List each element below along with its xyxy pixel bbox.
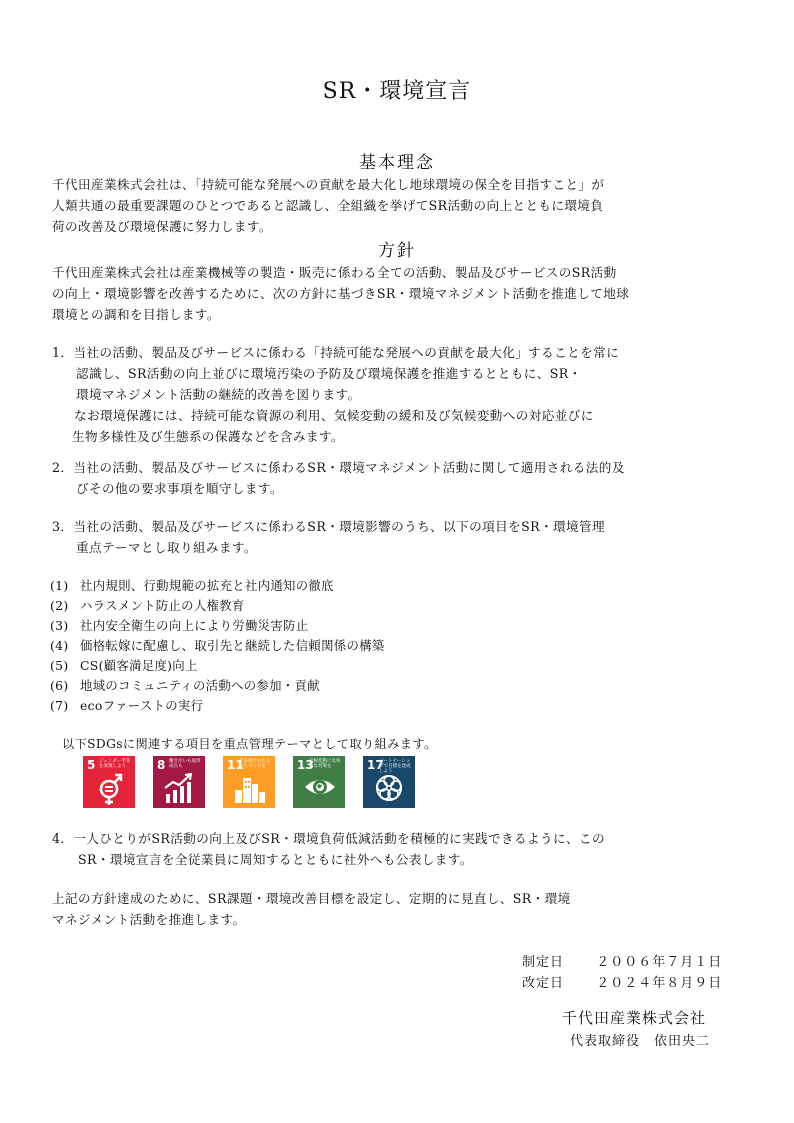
company-name: 千代田産業株式会社 bbox=[562, 1009, 707, 1027]
policy-item-line: 認識し、SR活動の向上並びに環境汚染の予防及び環境保護を推進するとともに、SR・ bbox=[76, 366, 582, 381]
sustainable-city-icon bbox=[233, 772, 267, 804]
sdg-label: ジェンダー平等を実現しよう bbox=[99, 759, 131, 769]
policy-item-line: なお環境保護には、持続可能な資源の利用、気候変動の緩和及び気候変動への対応並びに bbox=[74, 408, 594, 423]
sdg-label: 働きがいも経済成長も bbox=[169, 759, 201, 769]
page-title: SR・環境宣言 bbox=[322, 79, 472, 104]
representative-name: 代表取締役 依田央二 bbox=[570, 1034, 711, 1049]
sdg-goal-13-tile bbox=[293, 756, 345, 808]
theme-list bbox=[50, 576, 385, 716]
sdg-goal-17-tile bbox=[363, 756, 415, 808]
sdg-label: 気候変動に具体的な対策を bbox=[309, 759, 341, 769]
closing-statement bbox=[52, 888, 571, 930]
policy-item-2 bbox=[52, 457, 625, 499]
policy-item-line: 1．当社の活動、製品及びサービスに係わる「持続可能な発展への貢献を最大化」することを常に bbox=[52, 345, 620, 360]
philosophy-text bbox=[52, 174, 604, 237]
sdg-label: 住み続けられるまちづくりを bbox=[239, 759, 271, 769]
established-value: ２００６年７月１日 bbox=[596, 955, 723, 970]
sdg-number: 5 bbox=[87, 758, 96, 772]
sdg-number: 13 bbox=[297, 758, 314, 772]
sdg-number: 8 bbox=[157, 758, 166, 772]
policy-item-line: 4．一人ひとりがSR活動の向上及びSR・環境負荷低減活動を積極的に実践できるように、この bbox=[52, 831, 605, 846]
established-label: 制定日 bbox=[522, 955, 565, 970]
closing-line: マネジメント活動を推進します。 bbox=[52, 912, 246, 927]
sdg-goal-5-tile bbox=[83, 756, 135, 808]
philosophy-line: 人類共通の最重要課題のひとつであると認識し、全組織を挙げてSR活動の向上とともに環境負 bbox=[52, 198, 604, 213]
philosophy-line: 荷の改善及び環境保護に努力します。 bbox=[52, 219, 272, 234]
partnership-icon bbox=[373, 772, 405, 804]
gender-equality-icon bbox=[93, 772, 125, 806]
policy-item-4 bbox=[52, 828, 605, 870]
list-item: (2) ハラスメント防止の人権教育 bbox=[50, 598, 245, 613]
sdgs-intro: 以下SDGsに関連する項目を重点管理テーマとして取り組みます。 bbox=[62, 737, 437, 751]
sdg-number: 11 bbox=[227, 758, 244, 772]
list-item: (3) 社内安全衛生の向上により労働災害防止 bbox=[50, 618, 309, 633]
policy-item-line: 2．当社の活動、製品及びサービスに係わるSR・環境マネジメント活動に関して適用される法的及 bbox=[52, 460, 625, 475]
list-item: (1) 社内規則、行動規範の拡充と社内通知の徹底 bbox=[50, 578, 334, 593]
established-date bbox=[522, 951, 722, 970]
climate-eye-icon bbox=[303, 772, 337, 802]
policy-item-3 bbox=[52, 516, 605, 558]
sdg-goal-8-tile bbox=[153, 756, 205, 808]
policy-item-line: 生物多様性及び生態系の保護などを含みます。 bbox=[72, 429, 344, 444]
list-item: (5) CS(顧客満足度)向上 bbox=[50, 658, 198, 673]
policy-item-1 bbox=[52, 342, 619, 447]
closing-line: 上記の方針達成のために、SR課題・環境改善目標を設定し、定期的に見直し、SR・環境 bbox=[52, 891, 571, 906]
sdg-icon-row bbox=[83, 756, 415, 808]
revised-label: 改定日 bbox=[522, 976, 565, 991]
list-item: (6) 地域のコミュニティの活動への参加・貢献 bbox=[50, 678, 320, 693]
revised-value: ２０２４年８月９日 bbox=[596, 976, 723, 991]
sdg-goal-11-tile bbox=[223, 756, 275, 808]
policy-intro-line: 千代田産業株式会社は産業機械等の製造・販売に係わる全ての活動、製品及びサービスのSR活動 bbox=[52, 265, 617, 280]
list-item: (4) 価格転嫁に配慮し、取引先と継続した信頼関係の構築 bbox=[50, 638, 385, 653]
sdg-number: 17 bbox=[367, 758, 384, 772]
policy-item-line: 環境マネジメント活動の継続的改善を図ります。 bbox=[76, 387, 361, 402]
list-item: (7) ecoファーストの実行 bbox=[50, 698, 204, 713]
philosophy-line: 千代田産業株式会社は、「持続可能な発展への貢献を最大化し地球環境の保全を目指すこと」が bbox=[52, 177, 605, 192]
policy-item-line: 重点テーマとし取り組みます。 bbox=[76, 540, 257, 555]
policy-item-line: SR・環境宣言を全従業員に周知するとともに社外へも公表します。 bbox=[78, 852, 473, 867]
revised-date bbox=[522, 972, 722, 991]
economic-growth-icon bbox=[163, 772, 195, 804]
policy-item-line: びその他の要求事項を順守します。 bbox=[76, 481, 283, 496]
policy-heading: 方針 bbox=[378, 241, 416, 261]
policy-item-line: 3．当社の活動、製品及びサービスに係わるSR・環境影響のうち、以下の項目をSR・環境管理 bbox=[52, 519, 605, 534]
policy-intro bbox=[52, 262, 629, 325]
philosophy-heading: 基本理念 bbox=[359, 153, 435, 173]
sdg-label: パートナーシップで目標を達成しよう bbox=[379, 759, 411, 774]
policy-intro-line: 環境との調和を目指します。 bbox=[52, 307, 220, 322]
policy-intro-line: の向上・環境影響を改善するために、次の方針に基づきSR・環境マネジメント活動を推進して地球 bbox=[52, 286, 630, 301]
